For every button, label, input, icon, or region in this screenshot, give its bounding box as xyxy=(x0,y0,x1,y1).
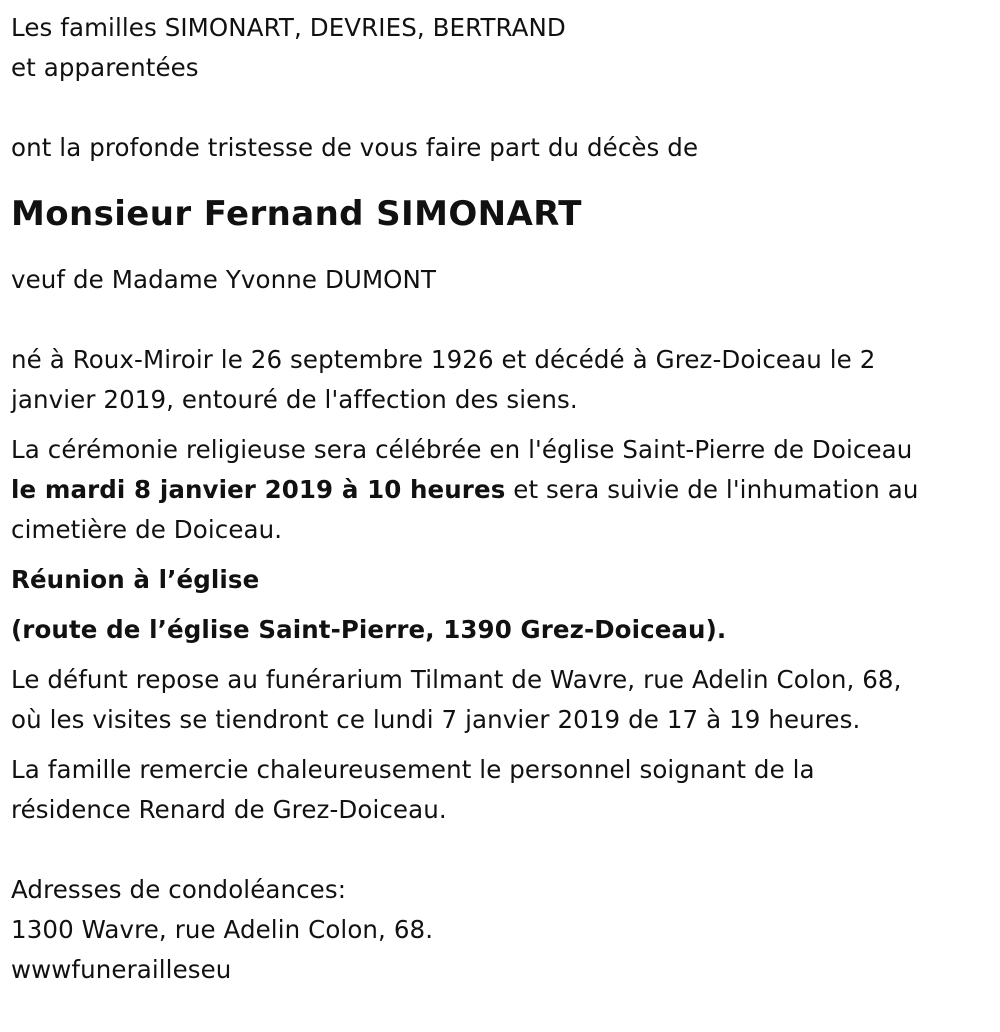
ceremony-line-1: La cérémonie religieuse sera célébrée en l'église Saint-Pierre de Doiceau xyxy=(11,435,913,464)
spacer xyxy=(11,830,991,870)
visitation-line-1: Le défunt repose au funérarium Tilmant de Wavre, rue Adelin Colon, 68, xyxy=(11,665,902,694)
visitation-paragraph xyxy=(11,660,991,740)
ceremony-paragraph xyxy=(11,430,991,550)
condolences-heading: Adresses de condoléances: xyxy=(11,875,347,904)
meeting-address: (route de l’église Saint-Pierre, 1390 Grez-Doiceau). xyxy=(11,615,727,644)
ceremony-line-2-rest: et sera suivie de l'inhumation au xyxy=(505,475,919,504)
obituary-notice xyxy=(11,8,991,990)
families-relatives: et apparentées xyxy=(11,53,199,82)
birth-death-line-1: né à Roux-Miroir le 26 septembre 1926 et décédé à Grez-Doiceau le 2 xyxy=(11,345,876,374)
thanks-line-1: La famille remercie chaleureusement le personnel soignant de la xyxy=(11,755,815,784)
thanks-line-2: résidence Renard de Grez-Doiceau. xyxy=(11,795,447,824)
spacer xyxy=(11,300,991,340)
ceremony-line-3: cimetière de Doiceau. xyxy=(11,515,283,544)
widower-text: veuf de Madame Yvonne DUMONT xyxy=(11,265,437,294)
meeting-heading: Réunion à l’église xyxy=(11,565,260,594)
ceremony-date: le mardi 8 janvier 2019 à 10 heures xyxy=(11,475,506,504)
visitation-line-2: où les visites se tiendront ce lundi 7 janvier 2019 de 17 à 19 heures. xyxy=(11,705,861,734)
birth-death-paragraph xyxy=(11,340,991,420)
deceased-name: Monsieur Fernand SIMONART xyxy=(11,194,582,234)
ceremony-line-2 xyxy=(11,470,991,510)
families-names: Les familles SIMONART, DEVRIES, BERTRAND xyxy=(11,13,566,42)
condolences-website: wwwfunerailleseu xyxy=(11,955,232,984)
thanks-paragraph xyxy=(11,750,991,830)
families-block xyxy=(11,8,991,88)
announcement-text: ont la profonde tristesse de vous faire part du décès de xyxy=(11,133,699,162)
condolences-address: 1300 Wavre, rue Adelin Colon, 68. xyxy=(11,915,434,944)
birth-death-line-2: janvier 2019, entouré de l'affection des siens. xyxy=(11,385,578,414)
spacer xyxy=(11,88,991,128)
condolences-block xyxy=(11,870,991,990)
